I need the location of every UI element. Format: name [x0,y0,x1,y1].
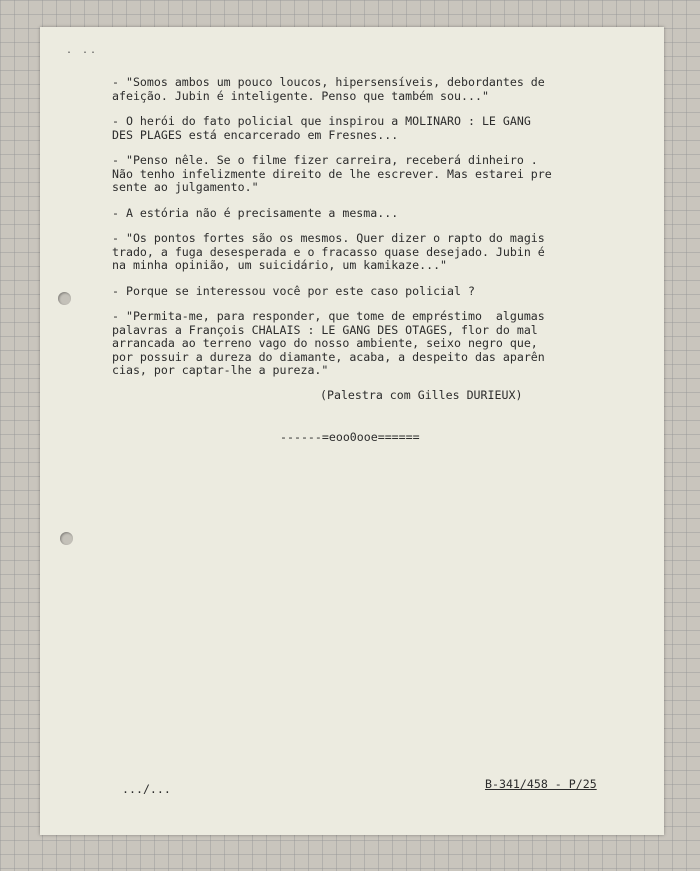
paragraph: - "Somos ambos um pouco loucos, hipersensíveis, debordantes de afeição. Jubin é inteligente. Penso que também sou..." [112,75,545,103]
body-text [112,76,612,390]
punch-hole [58,292,71,305]
paragraph: - A estória não é precisamente a mesma... [112,205,399,220]
paragraph: - O herói do fato policial que inspirou a MOLINARO : LE GANG DES PLAGES está encarcerado em Fresnes... [112,114,531,142]
document-page [40,27,664,835]
paragraph: - "Os pontos fortes são os mesmos. Quer dizer o rapto do magis trado, a fuga desesperada e o fracasso quase desejado. Jubin é na minha opinião, um suicidário, um kamikaze..." [112,231,545,272]
continuation-mark: .../... [122,782,171,796]
punch-hole [60,532,73,545]
paragraph: - Porque se interessou você por este caso policial ? [112,283,475,298]
paragraph: - "Permita-me, para responder, que tome de empréstimo algumas palavras a François CHALAIS : LE GANG DES OTAGES, flor do mal arrancada ao terreno vago do nosso ambiente, seixo negro que, por possuir a dureza do diamante, acaba, a despeito das aparên cias, por captar-lhe a pureza." [112,309,545,377]
paragraph: - "Penso nêle. Se o filme fizer carreira, receberá dinheiro . Não tenho infelizmente direito de lhe escrever. Mas estarei pre sente ao julgamento." [112,153,552,194]
signature-line: (Palestra com Gilles DURIEUX) [320,388,523,402]
reference-code: B-341/458 - P/25 [485,777,597,791]
separator-line: ------=eoo0ooe====== [280,430,420,444]
ink-specks: . .. [66,45,99,56]
